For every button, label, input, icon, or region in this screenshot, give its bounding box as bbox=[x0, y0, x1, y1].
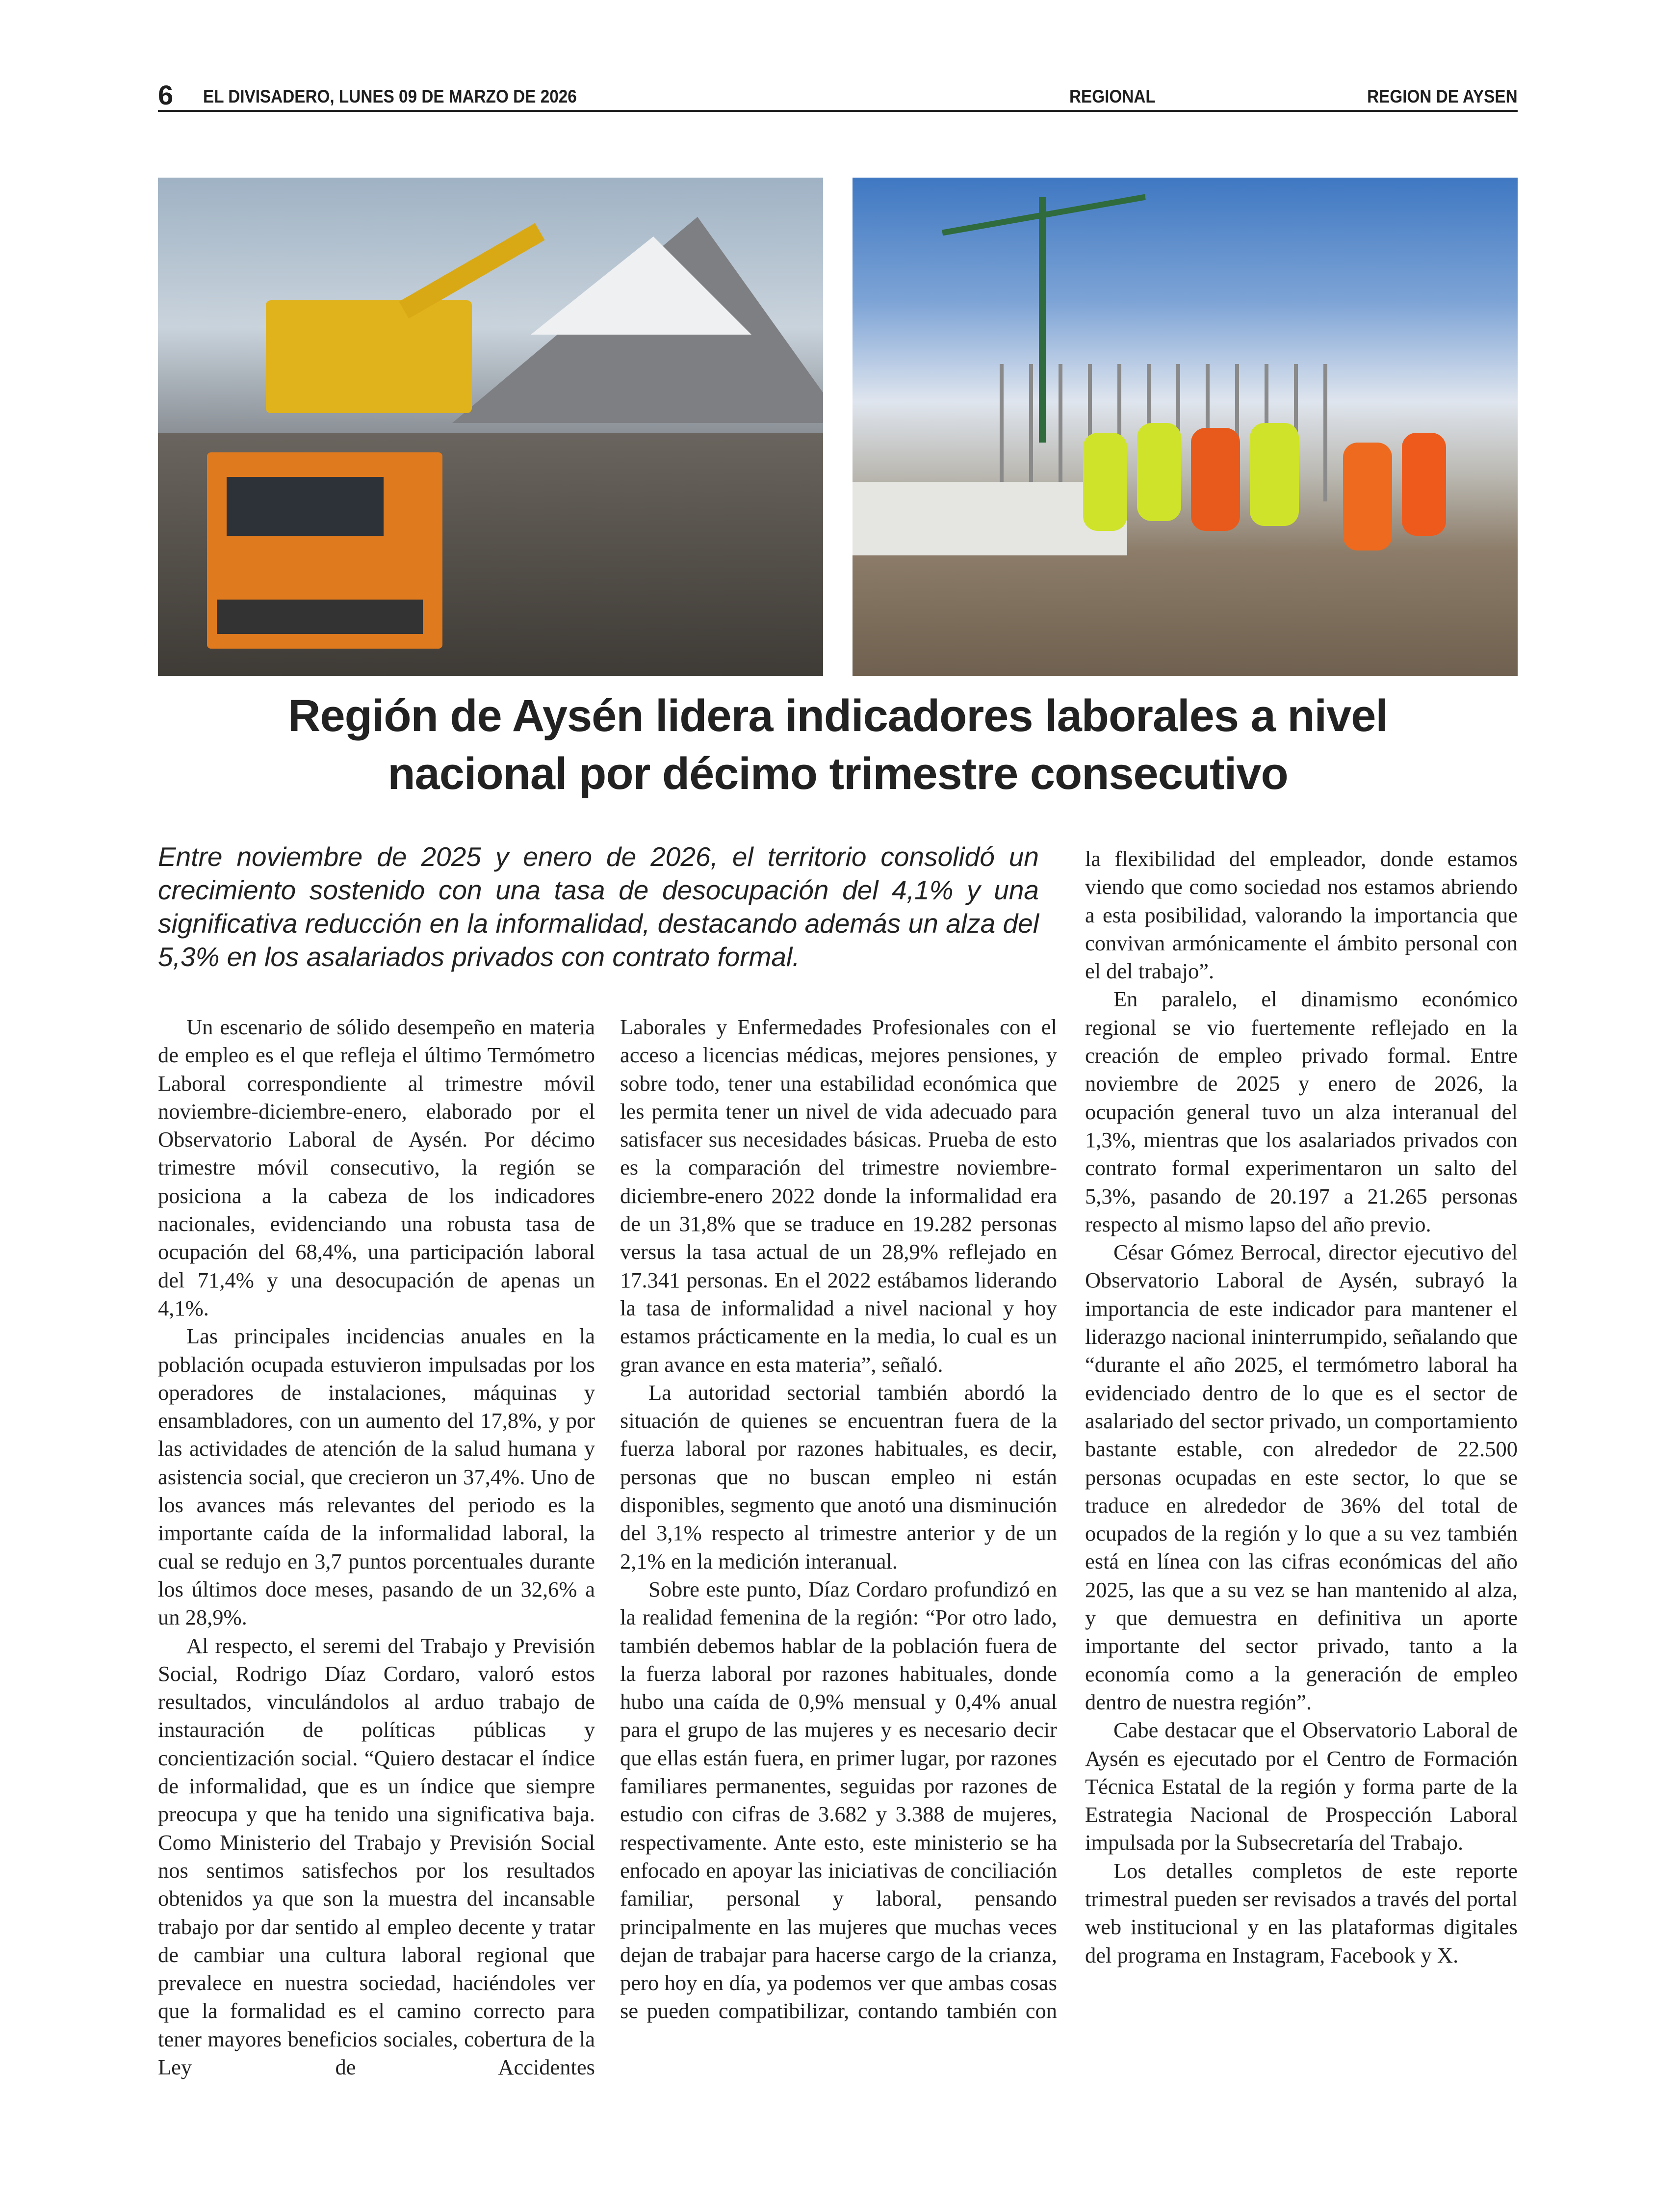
paragraph: César Gómez Berrocal, director ejecutivo del Observatorio Laboral de Aysén, subrayó la importancia de este indicador para mantener el liderazgo nacional ininterrumpido, señalando que “durante el año 2025, el termómetro laboral ha evidenciado dentro de lo que es el sector de asalariado del sector privado, un comportamiento bastante estable, con alrededor de 22.500 personas ocupadas en este sector, lo que se traduce en alrededor de 36% del total de ocupados de la región y lo que a su vez también está en línea con las cifras económicas del año 2025, las que a su vez se han mantenido al alza, y que demuestra en definitiva un aporte importante del sector privado, tanto a la economía como a la generación de empleo dentro de nuestra región”. bbox=[1085, 1240, 1518, 1714]
body-column-3 bbox=[1085, 845, 1518, 1969]
paragraph: la flexibilidad del empleador, donde estamos viendo que como sociedad nos estamos abriendo a esta posibilidad, valorando la importancia que convivan armónicamente el ámbito personal con el del trabajo”. bbox=[1085, 846, 1518, 984]
body-column-1 bbox=[158, 1013, 595, 2081]
photo-excavator-truck bbox=[158, 178, 823, 676]
section-label: REGIONAL bbox=[1069, 86, 1156, 106]
paragraph: En paralelo, el dinamismo económico regional se vio fuertemente reflejado en la creación de empleo privado formal. Entre noviembre de 2025 y enero de 2026, la ocupación general tuvo un alza interanual del 1,3%, mientras que los asalariados privados con contrato formal experimentaron un salto del 5,3%, pasando de 20.197 a 21.265 personas respecto al mismo lapso del año previo. bbox=[1085, 987, 1518, 1236]
publication-date: EL DIVISADERO, LUNES 09 DE MARZO DE 2026 bbox=[203, 86, 577, 106]
paragraph: La autoridad sectorial también abordó la situación de quienes se encuentran fuera de la fuerza laboral por razones habituales, es decir, personas que no buscan empleo ni están disponibles, segmento que anotó una disminución del 3,1% respecto al trimestre anterior y de un 2,1% en la medición interanual. bbox=[620, 1380, 1057, 1573]
paragraph: Cabe destacar que el Observatorio Laboral de Aysén es ejecutado por el Centro de Formación Técnica Estatal de la región y forma parte de la Estrategia Nacional de Prospección Laboral impulsada por la Subsecretaría del Trabajo. bbox=[1085, 1718, 1518, 1855]
photo-construction-visit bbox=[853, 178, 1518, 676]
page-header bbox=[158, 79, 1518, 112]
paragraph: Un escenario de sólido desempeño en materia de empleo es el que refleja el último Termómetro Laboral correspondiente al trimestre móvil noviembre-diciembre-enero, elaborado por el Observatorio Laboral de Aysén. Por décimo trimestre móvil consecutivo, la región se posiciona a la cabeza de los indicadores nacionales, evidenciando una robusta tasa de ocupación del 68,4%, una participación laboral del 71,4% y una desocupación de apenas un 4,1%. bbox=[158, 1015, 595, 1320]
paragraph: Sobre este punto, Díaz Cordaro profundizó en la realidad femenina de la región: “Por otro lado, también debemos hablar de la población fuera de la fuerza laboral por razones habituales, donde hubo una caída de 0,9% mensual y 0,4% anual para el grupo de las mujeres y es necesario decir que ellas están fuera, en primer lugar, por razones familiares permanentes, seguidas por razones de estudio con cifras de 3.682 y 3.388 de mujeres, respectivamente. Ante esto, este ministerio se ha enfocado en apoyar las iniciativas de conciliación familiar, personal y laboral, pensando principalmente en las mujeres que muchas veces dejan de trabajar para hacerse cargo de la crianza, pero hoy en día, ya podemos ver que ambas cosas se pueden compatibilizar, contando también con bbox=[620, 1576, 1057, 2023]
paragraph: Las principales incidencias anuales en la población ocupada estuvieron impulsadas por los operadores de instalaciones, máquinas y ensambladores, con un aumento del 17,8%, y por las actividades de atención de la salud humana y asistencia social, que crecieron un 37,4%. Uno de los avances más relevantes del periodo es la importante caída de la informalidad laboral, la cual se redujo en 3,7 puntos porcentuales durante los últimos doce meses, pasando de un 32,6% a un 28,9%. bbox=[158, 1324, 595, 1630]
paragraph: Laborales y Enfermedades Profesionales con el acceso a licencias médicas, mejores pensiones, y sobre todo, tener una estabilidad económica que les permita tener un nivel de vida adecuado para satisfacer sus necesidades básicas. Prueba de esto es la comparación del trimestre noviembre-diciembre-enero 2022 donde la informalidad era de un 31,8% que se traduce en 19.282 personas versus la tasa actual de un 28,9% reflejado en 17.341 personas. En el 2022 estábamos liderando la tasa de informalidad a nivel nacional y hoy estamos prácticamente en la media, lo cual es un gran avance en esta materia”, señaló. bbox=[620, 1015, 1057, 1377]
article-title bbox=[158, 687, 1518, 803]
page-number: 6 bbox=[158, 79, 174, 110]
article-lead: Entre noviembre de 2025 y enero de 2026, el territorio consolidó un crecimiento sostenido con una tasa de desocupación del 4,1% y una significativa reducción en la informalidad, destacando además un alza del 5,3% en los asalariados privados con contrato formal. bbox=[158, 841, 1039, 972]
paragraph: Al respecto, el seremi del Trabajo y Previsión Social, Rodrigo Díaz Cordaro, valoró estos resultados, vinculándolos al arduo trabajo de instauración de políticas públicas y concientización social. “Quiero destacar el índice de informalidad, que es un índice que siempre preocupa y que ha tenido una significativa baja. Como Ministerio del Trabajo y Previsión Social nos sentimos satisfechos por los resultados obtenidos ya que son la muestra del incansable trabajo por dar sentido al empleo decente y tratar de cambiar una cultura laboral regional que prevalece en nuestra sociedad, haciéndoles ver que la formalidad es el camino correcto para tener mayores beneficios sociales, cobertura de la Ley de Accidentes bbox=[158, 1633, 595, 2079]
region-label: REGION DE AYSEN bbox=[1367, 86, 1518, 106]
body-column-2 bbox=[620, 1013, 1057, 2025]
paragraph: Los detalles completos de este reporte trimestral pueden ser revisados a través del portal web institucional y en las plataformas digitales del programa en Instagram, Facebook y X. bbox=[1085, 1858, 1518, 1967]
title-line: Región de Aysén lidera indicadores laborales a nivel bbox=[288, 691, 1388, 741]
title-line: nacional por décimo trimestre consecutivo bbox=[388, 749, 1288, 799]
